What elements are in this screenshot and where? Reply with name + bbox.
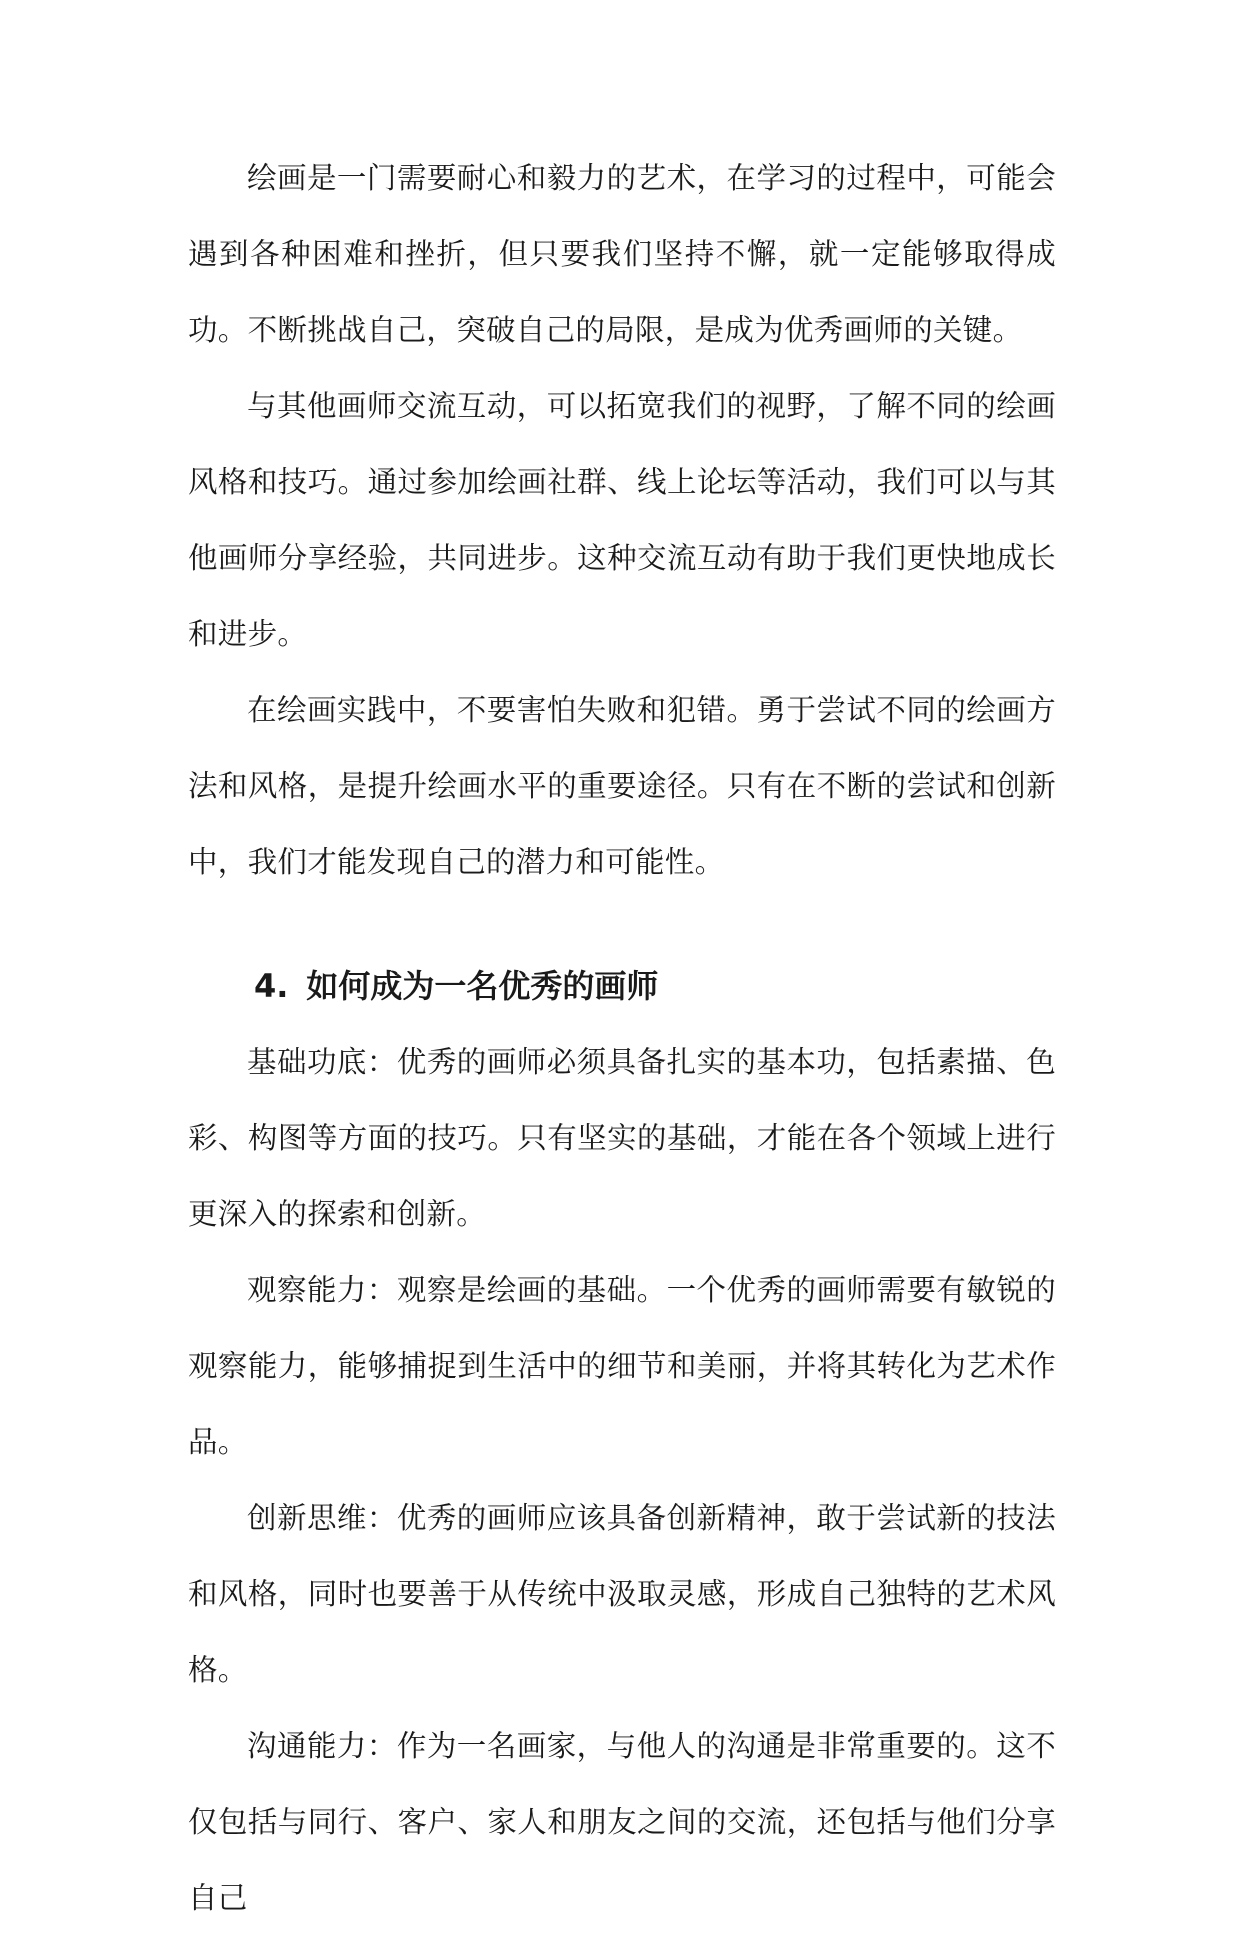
paragraph-basic-skills: 基础功底：优秀的画师必须具备扎实的基本功，包括素描、色彩、构图等方面的技巧。只有坚实的基础，才能在各个领域上进行更深入的探索和创新。 bbox=[188, 1045, 1056, 1231]
paragraph-communication-exchange: 与其他画师交流互动，可以拓宽我们的视野，了解不同的绘画风格和技巧。通过参加绘画社群、线上论坛等活动，我们可以与其他画师分享经验，共同进步。这种交流互动有助于我们更快地成长和进步。 bbox=[188, 389, 1056, 651]
paragraph-observation: 观察能力：观察是绘画的基础。一个优秀的画师需要有敏锐的观察能力，能够捕捉到生活中的细节和美丽，并将其转化为艺术作品。 bbox=[188, 1273, 1056, 1459]
section-title: 如何成为一名优秀的画师 bbox=[306, 967, 659, 1005]
section-number: 4. bbox=[254, 967, 289, 1005]
paragraph-practice-failure: 在绘画实践中，不要害怕失败和犯错。勇于尝试不同的绘画方法和风格，是提升绘画水平的重要途径。只有在不断的尝试和创新中，我们才能发现自己的潜力和可能性。 bbox=[188, 693, 1056, 879]
paragraph-perseverance: 绘画是一门需要耐心和毅力的艺术，在学习的过程中，可能会遇到各种困难和挫折，但只要我们坚持不懈，就一定能够取得成功。不断挑战自己，突破自己的局限，是成为优秀画师的关键。 bbox=[188, 161, 1056, 347]
document-page bbox=[188, 140, 1056, 1936]
section-heading bbox=[188, 948, 1056, 1024]
spacer bbox=[188, 900, 1056, 948]
paragraph-innovation: 创新思维：优秀的画师应该具备创新精神，敢于尝试新的技法和风格，同时也要善于从传统中汲取灵感，形成自己独特的艺术风格。 bbox=[188, 1501, 1056, 1687]
paragraph-communication-skills: 沟通能力：作为一名画家，与他人的沟通是非常重要的。这不仅包括与同行、客户、家人和朋友之间的交流，还包括与他们分享自己 bbox=[188, 1729, 1056, 1915]
